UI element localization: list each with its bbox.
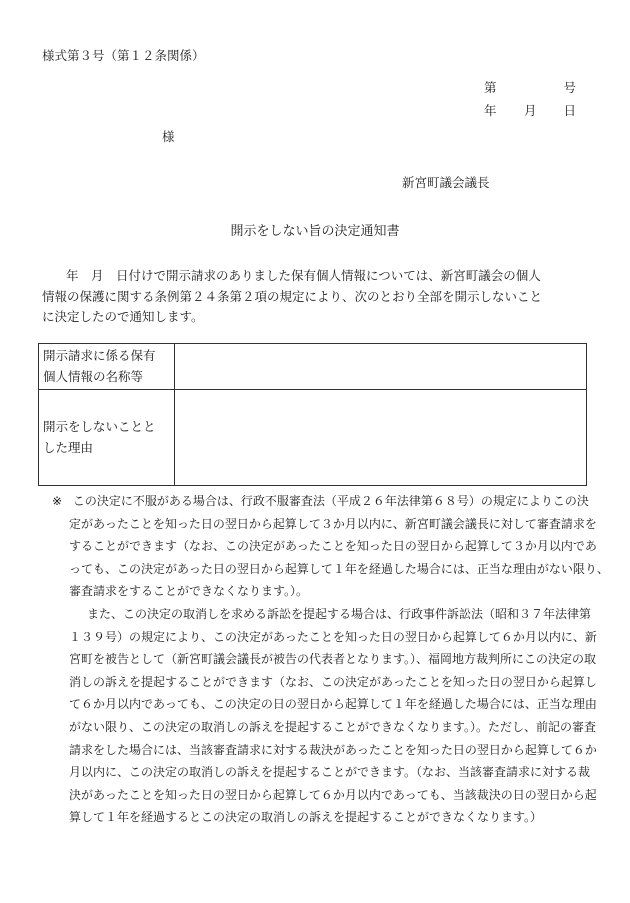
body-line: 年 月 日付けで開示請求のありました保有個人情報については、新宮町議会の個人 (66, 268, 541, 283)
date-day-label: 日 (563, 103, 576, 118)
note-line: 定があったことを知った日の翌日から起算して３か月以内に、新宮町議会議長に対して審査請求を (69, 516, 597, 531)
date-year-label: 年 (484, 103, 497, 118)
note-line: することができます（なお、この決定があったことを知った日の翌日から起算して３か月以内であ (69, 539, 597, 554)
table-label-cell (39, 344, 175, 390)
note-line: 審査請求をすることができなくなります。）。 (69, 584, 309, 599)
note-line: 決があったことを知った日の翌日から起算して６か月以内であっても、当該裁決の日の翌日から起 (69, 787, 597, 802)
note-line: ※ この決定に不服がある場合は、行政不服審査法（平成２６年法律第６８号）の規定によりこの決 (52, 490, 597, 513)
document-number-suffix: 号 (563, 80, 576, 95)
table-value-cell (175, 344, 587, 390)
note-line: っても、この決定があった日の翌日から起算して１年を経過した場合には、正当な理由がない限り、 (69, 561, 609, 576)
notes-section (52, 490, 609, 829)
sender: 新宮町議会議長 (402, 175, 490, 190)
table-label-line: 開示をしないことと (43, 419, 156, 434)
body-paragraph (42, 266, 590, 328)
table-value-cell (175, 390, 587, 486)
table-label-line: した理由 (43, 439, 94, 455)
info-table (38, 343, 587, 486)
document-number-prefix: 第 (484, 80, 497, 95)
form-number: 様式第３号（第１２条関係） (42, 48, 205, 63)
note-mark: ※ (52, 494, 63, 508)
body-line: に決定したので通知します。 (42, 309, 204, 324)
addressee: 様 (162, 129, 175, 144)
body-line: 情報の保護に関する条例第２４条第２項の規定により、次のとおり全部を開示しないこと (42, 288, 543, 304)
table-label-cell (39, 390, 175, 486)
table-label-line: 開示請求に係る保有 (43, 348, 156, 363)
date-month-label: 月 (524, 103, 537, 118)
note-line: 宮町を被告として（新宮町議会議長が被告の代表者となります。）、福岡地方裁判所にこの決定の取 (69, 652, 597, 667)
note-line: 算して１年を経過するとこの決定の取消しの訴えを提起することができなくなります。） (69, 810, 543, 825)
note-line: 消しの訴えを提起することができます（なお、この決定があったことを知った日の翌日から起算し (69, 674, 597, 689)
table-row (39, 390, 587, 486)
note-line: がない限り、この決定の取消しの訴えを提起することができなくなります。）。ただし、前記の審査 (69, 719, 597, 734)
document-title: 開示をしない旨の決定通知書 (230, 224, 400, 239)
note-line: 請求をした場合には、当該審査請求に対する裁決があったことを知った日の翌日から起算して６か (69, 742, 597, 757)
note-line: １３９号）の規定により、この決定があったことを知った日の翌日から起算して６か月以内に、新 (69, 629, 597, 644)
table-row (39, 344, 587, 390)
note-line: て６か月以内であっても、この決定の日の翌日から起算して１年を経過した場合には、正当な理由 (69, 697, 597, 712)
note-line: 月以内に、この決定の取消しの訴えを提起することができます。（なお、当該審査請求に対する裁 (69, 765, 591, 780)
table-label-line: 個人情報の名称等 (43, 368, 144, 384)
note-line: また、この決定の取消しを求める訴訟を提起する場合は、行政事件訴訟法（昭和３７年法律第 (87, 606, 592, 621)
